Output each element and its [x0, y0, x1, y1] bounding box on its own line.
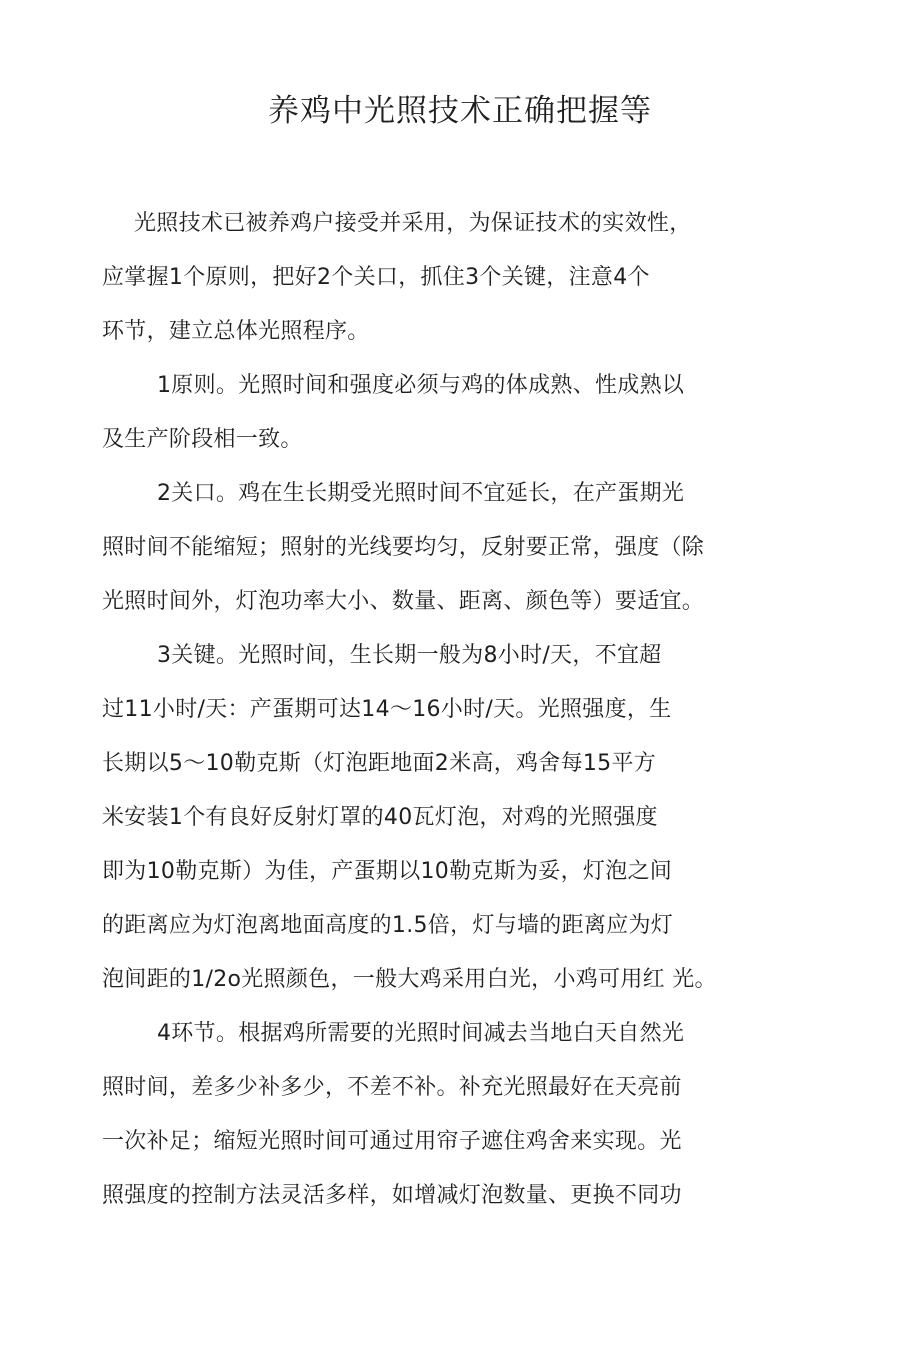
paragraph-line: 环节，建立总体光照程序。: [102, 319, 370, 344]
paragraph-line: 的距离应为灯泡离地面高度的1.5倍，灯与墙的距离应为灯: [102, 913, 674, 938]
document-title: 养鸡中光照技术正确把握等: [268, 93, 652, 129]
paragraph-line: 照时间不能缩短；照射的光线要均匀，反射要正常，强度（除: [102, 535, 705, 560]
paragraph-line: 光照时间外，灯泡功率大小、数量、距离、颜色等）要适宜。: [102, 589, 705, 614]
paragraph-line: 一次补足；缩短光照时间可通过用帘子遮住鸡舍来实现。光: [102, 1129, 682, 1154]
paragraph-line: 长期以5～10勒克斯（灯泡距地面2米高，鸡舍每15平方: [102, 751, 657, 776]
paragraph-line: 1原则。光照时间和强度必须与鸡的体成熟、性成熟以: [157, 373, 685, 398]
paragraph-line: 光照技术已被养鸡户接受并采用，为保证技术的实效性，: [134, 211, 692, 236]
paragraph-line: 3关键。光照时间，生长期一般为8小时/天，不宜超: [157, 643, 662, 668]
paragraph-line: 及生产阶段相一致。: [102, 427, 303, 452]
paragraph-line: 即为10勒克斯）为佳，产蛋期以10勒克斯为妥，灯泡之间: [102, 859, 673, 884]
paragraph-line: 照时间，差多少补多少，不差不补。补充光照最好在天亮前: [102, 1075, 682, 1100]
paragraph-line: 应掌握1个原则，把好2个关口，抓住3个关键，注意4个: [102, 265, 650, 290]
paragraph-line: 照强度的控制方法灵活多样，如增减灯泡数量、更换不同功: [102, 1183, 682, 1208]
paragraph-line: 4环节。根据鸡所需要的光照时间减去当地白天自然光: [157, 1021, 685, 1046]
paragraph-line: 米安装1个有良好反射灯罩的40瓦灯泡，对鸡的光照强度: [102, 805, 658, 830]
paragraph-line: 过11小时/天：产蛋期可达14～16小时/天。光照强度，生: [102, 697, 672, 722]
paragraph-line: 2关口。鸡在生长期受光照时间不宜延长，在产蛋期光: [157, 481, 685, 506]
paragraph-line: 泡间距的1/2o光照颜色，一般大鸡采用白光，小鸡可用红 光。: [102, 967, 717, 992]
